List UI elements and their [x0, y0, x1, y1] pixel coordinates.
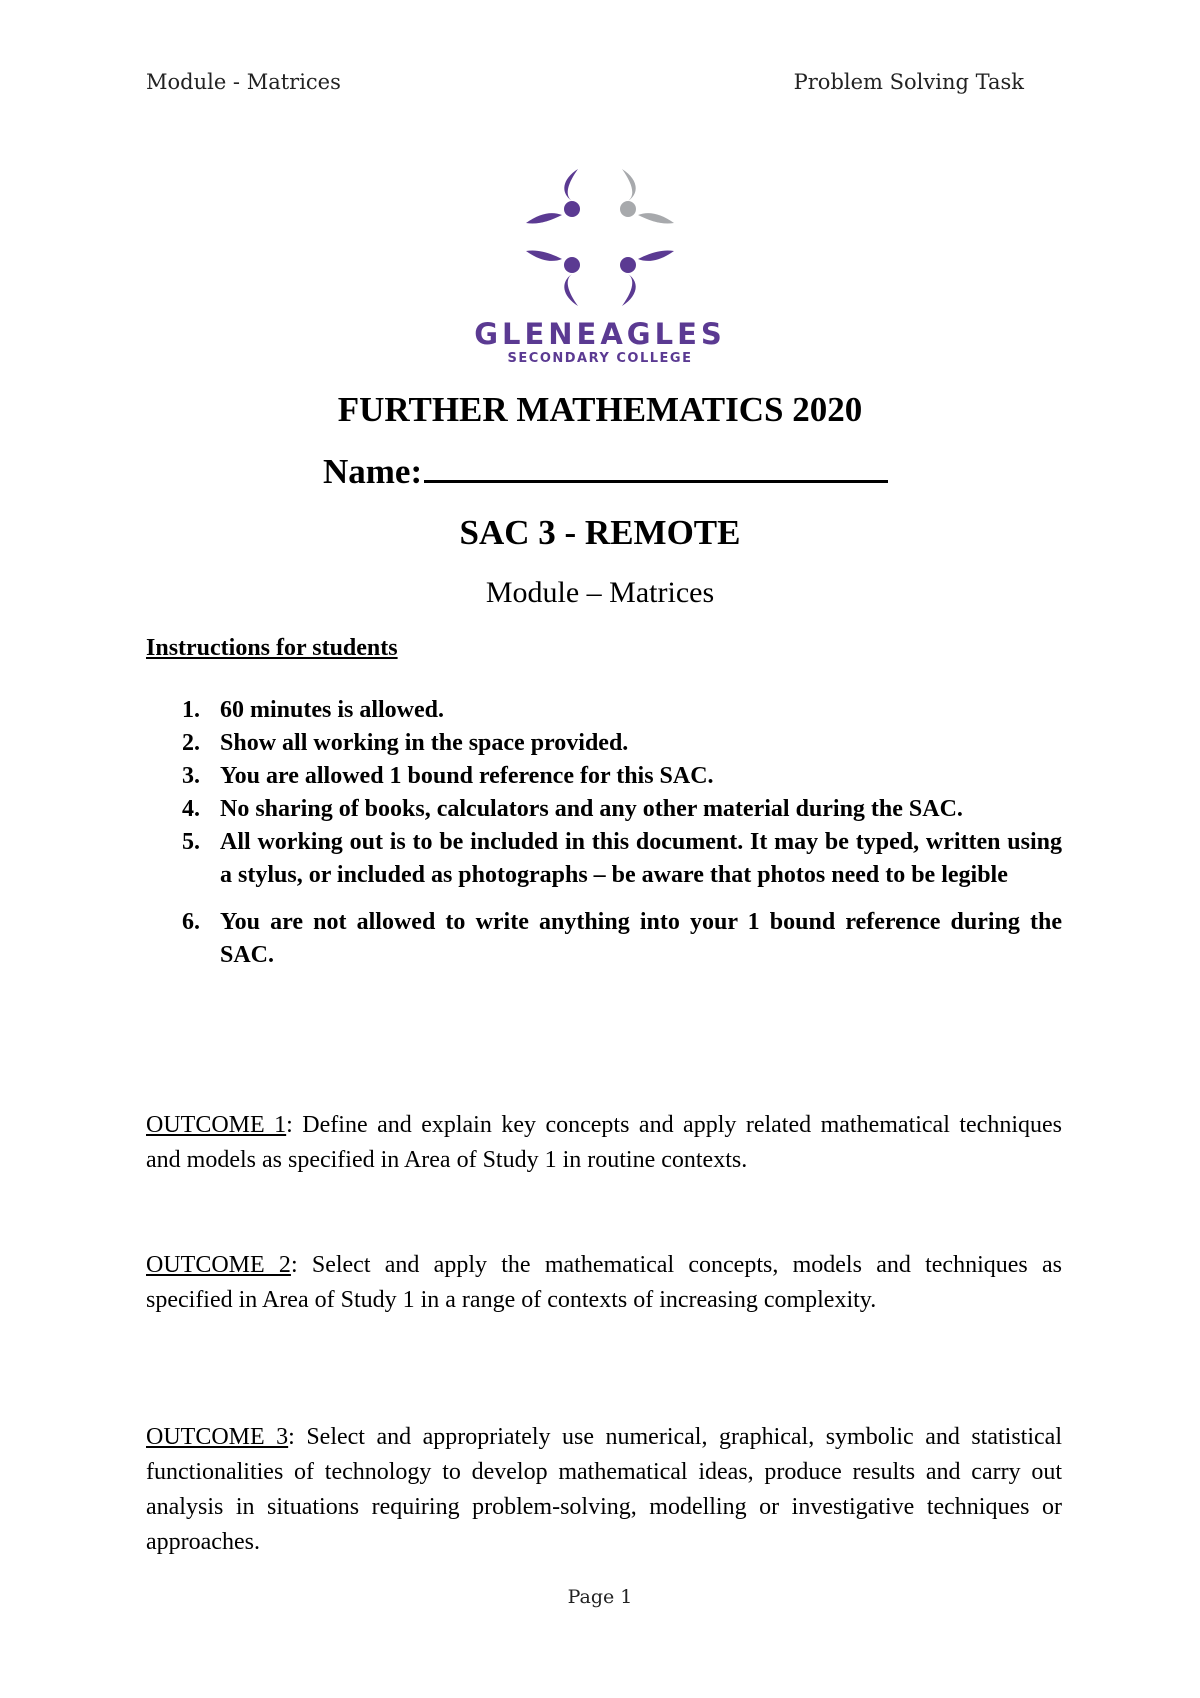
list-item — [146, 793, 1062, 826]
instructions-heading: Instructions for students — [146, 635, 398, 661]
outcome-text: : Define and explain key concepts and apply related mathematical techniques and models as specified in Area of Study 1 in routine contexts. — [146, 1112, 1062, 1173]
sac-title: SAC 3 - REMOTE — [459, 513, 741, 552]
list-item — [146, 906, 1062, 972]
logo-wordmark — [470, 318, 730, 368]
list-item-number: 3. — [182, 763, 200, 789]
outcome-1 — [146, 1108, 1062, 1178]
list-item — [146, 727, 1062, 760]
module-title: Module – Matrices — [485, 576, 715, 609]
list-item-text: You are allowed 1 bound reference for this SAC. — [220, 763, 714, 789]
outcome-label: OUTCOME 1 — [146, 1112, 287, 1138]
list-item-text: All working out is to be included in this document. It may be typed, written using a stylus, or included as photographs – be aware that photos need to be legible — [220, 829, 1062, 888]
list-item-number: 2. — [182, 730, 200, 756]
outcome-text: : Select and appropriately use numerical, graphical, symbolic and statistical functionalities of technology to develop mathematical ideas, produce results and carry out analysis in situations requiring problem-solving, modelling or investigative techniques or approaches. — [146, 1424, 1062, 1555]
list-item-number: 4. — [182, 796, 200, 822]
instructions-list — [146, 694, 1062, 972]
list-item-text: No sharing of books, calculators and any other material during the SAC. — [220, 796, 963, 822]
name-blank-line — [424, 452, 888, 483]
document-title: FURTHER MATHEMATICS 2020 — [337, 390, 863, 429]
list-item-number: 6. — [182, 909, 200, 935]
name-label: Name: — [323, 452, 423, 491]
header-right: Problem Solving Task — [793, 70, 1024, 94]
list-item — [146, 826, 1062, 892]
gleneagles-logo-icon — [520, 165, 680, 310]
outcome-2 — [146, 1248, 1062, 1318]
list-item-text: 60 minutes is allowed. — [220, 697, 445, 723]
outcome-label: OUTCOME 2 — [146, 1252, 291, 1278]
list-item-number: 1. — [182, 697, 200, 723]
logo-subtitle: SECONDARY COLLEGE — [507, 351, 693, 366]
list-item-text: You are not allowed to write anything into your 1 bound reference during the SAC. — [220, 909, 1062, 968]
logo-name: GLENEAGLES — [474, 317, 726, 351]
outcome-3 — [146, 1420, 1062, 1560]
page-number: Page 1 — [567, 1586, 633, 1608]
list-item — [146, 694, 1062, 727]
list-item-text: Show all working in the space provided. — [220, 730, 629, 756]
outcome-label: OUTCOME 3 — [146, 1424, 289, 1450]
name-field — [323, 452, 888, 492]
list-item-number: 5. — [182, 829, 200, 855]
list-item — [146, 760, 1062, 793]
header-left: Module - Matrices — [146, 70, 341, 94]
outcome-text: : Select and apply the mathematical concepts, models and techniques as specified in Area of Study 1 in a range of contexts of increasing complexity. — [146, 1252, 1062, 1313]
